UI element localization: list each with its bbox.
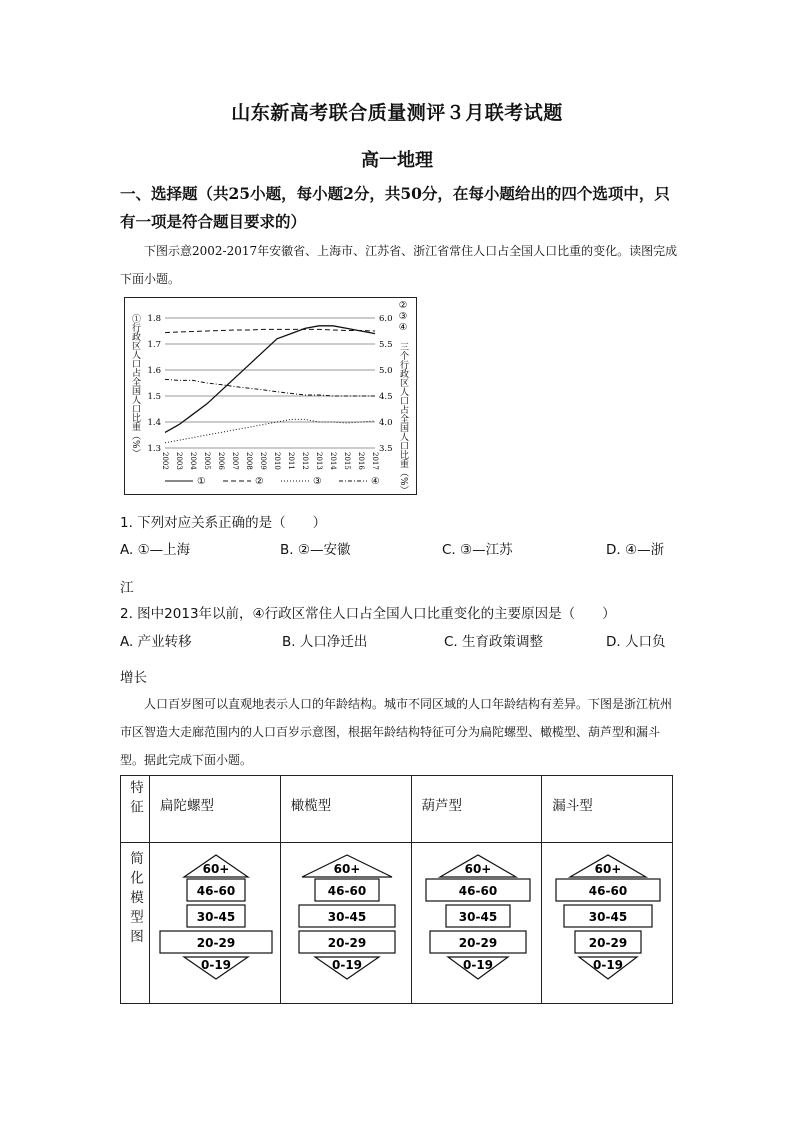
series-line-③ [165, 419, 375, 442]
x-tick-label: 2010 [273, 452, 281, 470]
right-axis-label: 三个行政区人口占全国人口比重（%） [398, 342, 408, 494]
age-bar-label: 30-45 [458, 910, 497, 924]
q2-option-a[interactable]: A. 产业转移 [120, 634, 192, 650]
right-axis-marker: ④ [398, 322, 408, 333]
left-tick-label: 1.4 [147, 418, 161, 428]
question-1-options [120, 538, 680, 558]
left-tick-label: 1.8 [147, 314, 161, 324]
x-tick-label: 2014 [329, 452, 337, 470]
paper-subtitle: 高一地理 [361, 150, 433, 171]
q1-option-b[interactable]: B. ②—安徽 [280, 542, 351, 558]
q1-option-d-wrap: 江 [120, 580, 134, 596]
age-0-19-label: 0-19 [593, 958, 624, 972]
age-0-19-label: 0-19 [462, 958, 493, 972]
q2-option-d-wrap: 增长 [120, 670, 147, 686]
age-60plus-label: 60+ [202, 862, 230, 876]
legend-label: ② [255, 476, 264, 487]
paper-title: 山东新高考联合质量测评３月联考试题 [231, 102, 563, 124]
x-tick-label: 2012 [301, 452, 309, 470]
q1-option-a[interactable]: A. ①—上海 [120, 542, 191, 558]
x-tick-label: 2007 [231, 452, 239, 470]
age-bar-label: 20-29 [458, 936, 497, 950]
right-tick-label: 6.0 [379, 314, 393, 324]
population-share-chart [124, 297, 417, 495]
x-tick-label: 2017 [371, 452, 379, 470]
series-line-① [165, 326, 375, 433]
x-tick-label: 2005 [203, 452, 211, 470]
age-60plus-label: 60+ [333, 862, 361, 876]
x-tick-label: 2015 [343, 452, 351, 470]
legend-label: ③ [313, 476, 322, 487]
table-row-header [121, 776, 673, 843]
age-structure-table [120, 775, 673, 1004]
age-bar-label: 46-60 [458, 884, 497, 898]
age-bar-label: 20-29 [327, 936, 366, 950]
q1-option-d[interactable]: D. ④—浙 [606, 542, 665, 558]
right-axis-marker: ③ [398, 311, 408, 322]
passage-1: 下图示意2002-2017年安徽省、上海市、江苏省、浙江省常住人口占全国人口比重的变化。读图完成下面小题。 [120, 244, 678, 286]
age-bar-label: 46-60 [327, 884, 366, 898]
model-gourd [411, 843, 542, 1004]
model-flat-top [150, 843, 281, 1004]
x-tick-label: 2013 [315, 452, 323, 470]
row-label-model: 简化模型图 [121, 843, 150, 1004]
right-tick-label: 5.5 [379, 340, 393, 350]
question-1-stem: 1. 下列对应关系正确的是（ ） [120, 515, 327, 531]
type-funnel: 漏斗型 [542, 776, 673, 843]
row-label-feature: 特征 [121, 776, 150, 843]
model-funnel [542, 843, 673, 1004]
chart-svg [125, 298, 416, 494]
type-olive: 橄榄型 [280, 776, 411, 843]
x-tick-label: 2011 [287, 452, 295, 470]
x-tick-label: 2009 [259, 452, 267, 470]
q2-option-c[interactable]: C. 生育政策调整 [444, 634, 544, 650]
x-tick-label: 2002 [161, 452, 169, 470]
age-bar-label: 20-29 [196, 936, 236, 950]
right-tick-label: 3.5 [379, 444, 393, 454]
age-0-19-label: 0-19 [200, 958, 232, 972]
age-60plus-label: 60+ [464, 862, 491, 876]
left-tick-label: 1.7 [147, 340, 161, 350]
model-olive [280, 843, 411, 1004]
x-tick-label: 2008 [245, 452, 253, 470]
legend-label: ① [197, 476, 206, 487]
left-tick-label: 1.6 [147, 366, 161, 376]
age-60plus-label: 60+ [594, 862, 622, 876]
right-tick-label: 5.0 [379, 366, 393, 376]
age-bar-label: 20-29 [589, 936, 628, 950]
age-bar-label: 30-45 [327, 910, 366, 924]
x-tick-label: 2003 [175, 452, 183, 470]
right-tick-label: 4.5 [379, 392, 393, 402]
question-2-stem: 2. 图中2013年以前，④行政区常住人口占全国人口比重变化的主要原因是（ ） [120, 606, 616, 622]
age-bar-label: 46-60 [589, 884, 628, 898]
q2-option-b[interactable]: B. 人口净迁出 [282, 634, 368, 650]
x-tick-label: 2004 [189, 452, 197, 470]
right-axis-marker: ② [398, 300, 408, 311]
left-axis-label: ①行政区人口占全国人口比重（%） [130, 314, 140, 458]
type-flat-top: 扁陀螺型 [150, 776, 281, 843]
series-line-② [165, 329, 375, 332]
series-line-④ [165, 379, 375, 396]
left-tick-label: 1.5 [147, 392, 161, 402]
legend-label: ④ [371, 476, 380, 487]
question-2-options [120, 630, 680, 650]
age-bar-label: 46-60 [196, 884, 236, 898]
age-0-19-label: 0-19 [331, 958, 362, 972]
left-tick-label: 1.3 [147, 444, 161, 454]
table-row-models [121, 843, 673, 1004]
section-heading: 一、选择题（共25小题，每小题2分，共50分，在每小题给出的四个选项中，只有一项是符合题目要求的） [120, 184, 670, 231]
age-bar-label: 30-45 [196, 910, 236, 924]
q1-option-c[interactable]: C. ③—江苏 [442, 542, 513, 558]
age-bar-label: 30-45 [589, 910, 628, 924]
x-tick-label: 2006 [217, 452, 225, 470]
type-gourd: 葫芦型 [411, 776, 542, 843]
right-tick-label: 4.0 [379, 418, 393, 428]
q2-option-d[interactable]: D. 人口负 [606, 634, 666, 650]
x-tick-label: 2016 [357, 452, 365, 470]
passage-2: 人口百岁图可以直观地表示人口的年龄结构。城市不同区域的人口年龄结构有差异。下图是浙江杭州市区智造大走廊范围内的人口百岁示意图，根据年龄结构特征可分为扁陀螺型、橄榄型、葫芦型和漏斗型。据此完成下面小题。 [120, 697, 673, 767]
